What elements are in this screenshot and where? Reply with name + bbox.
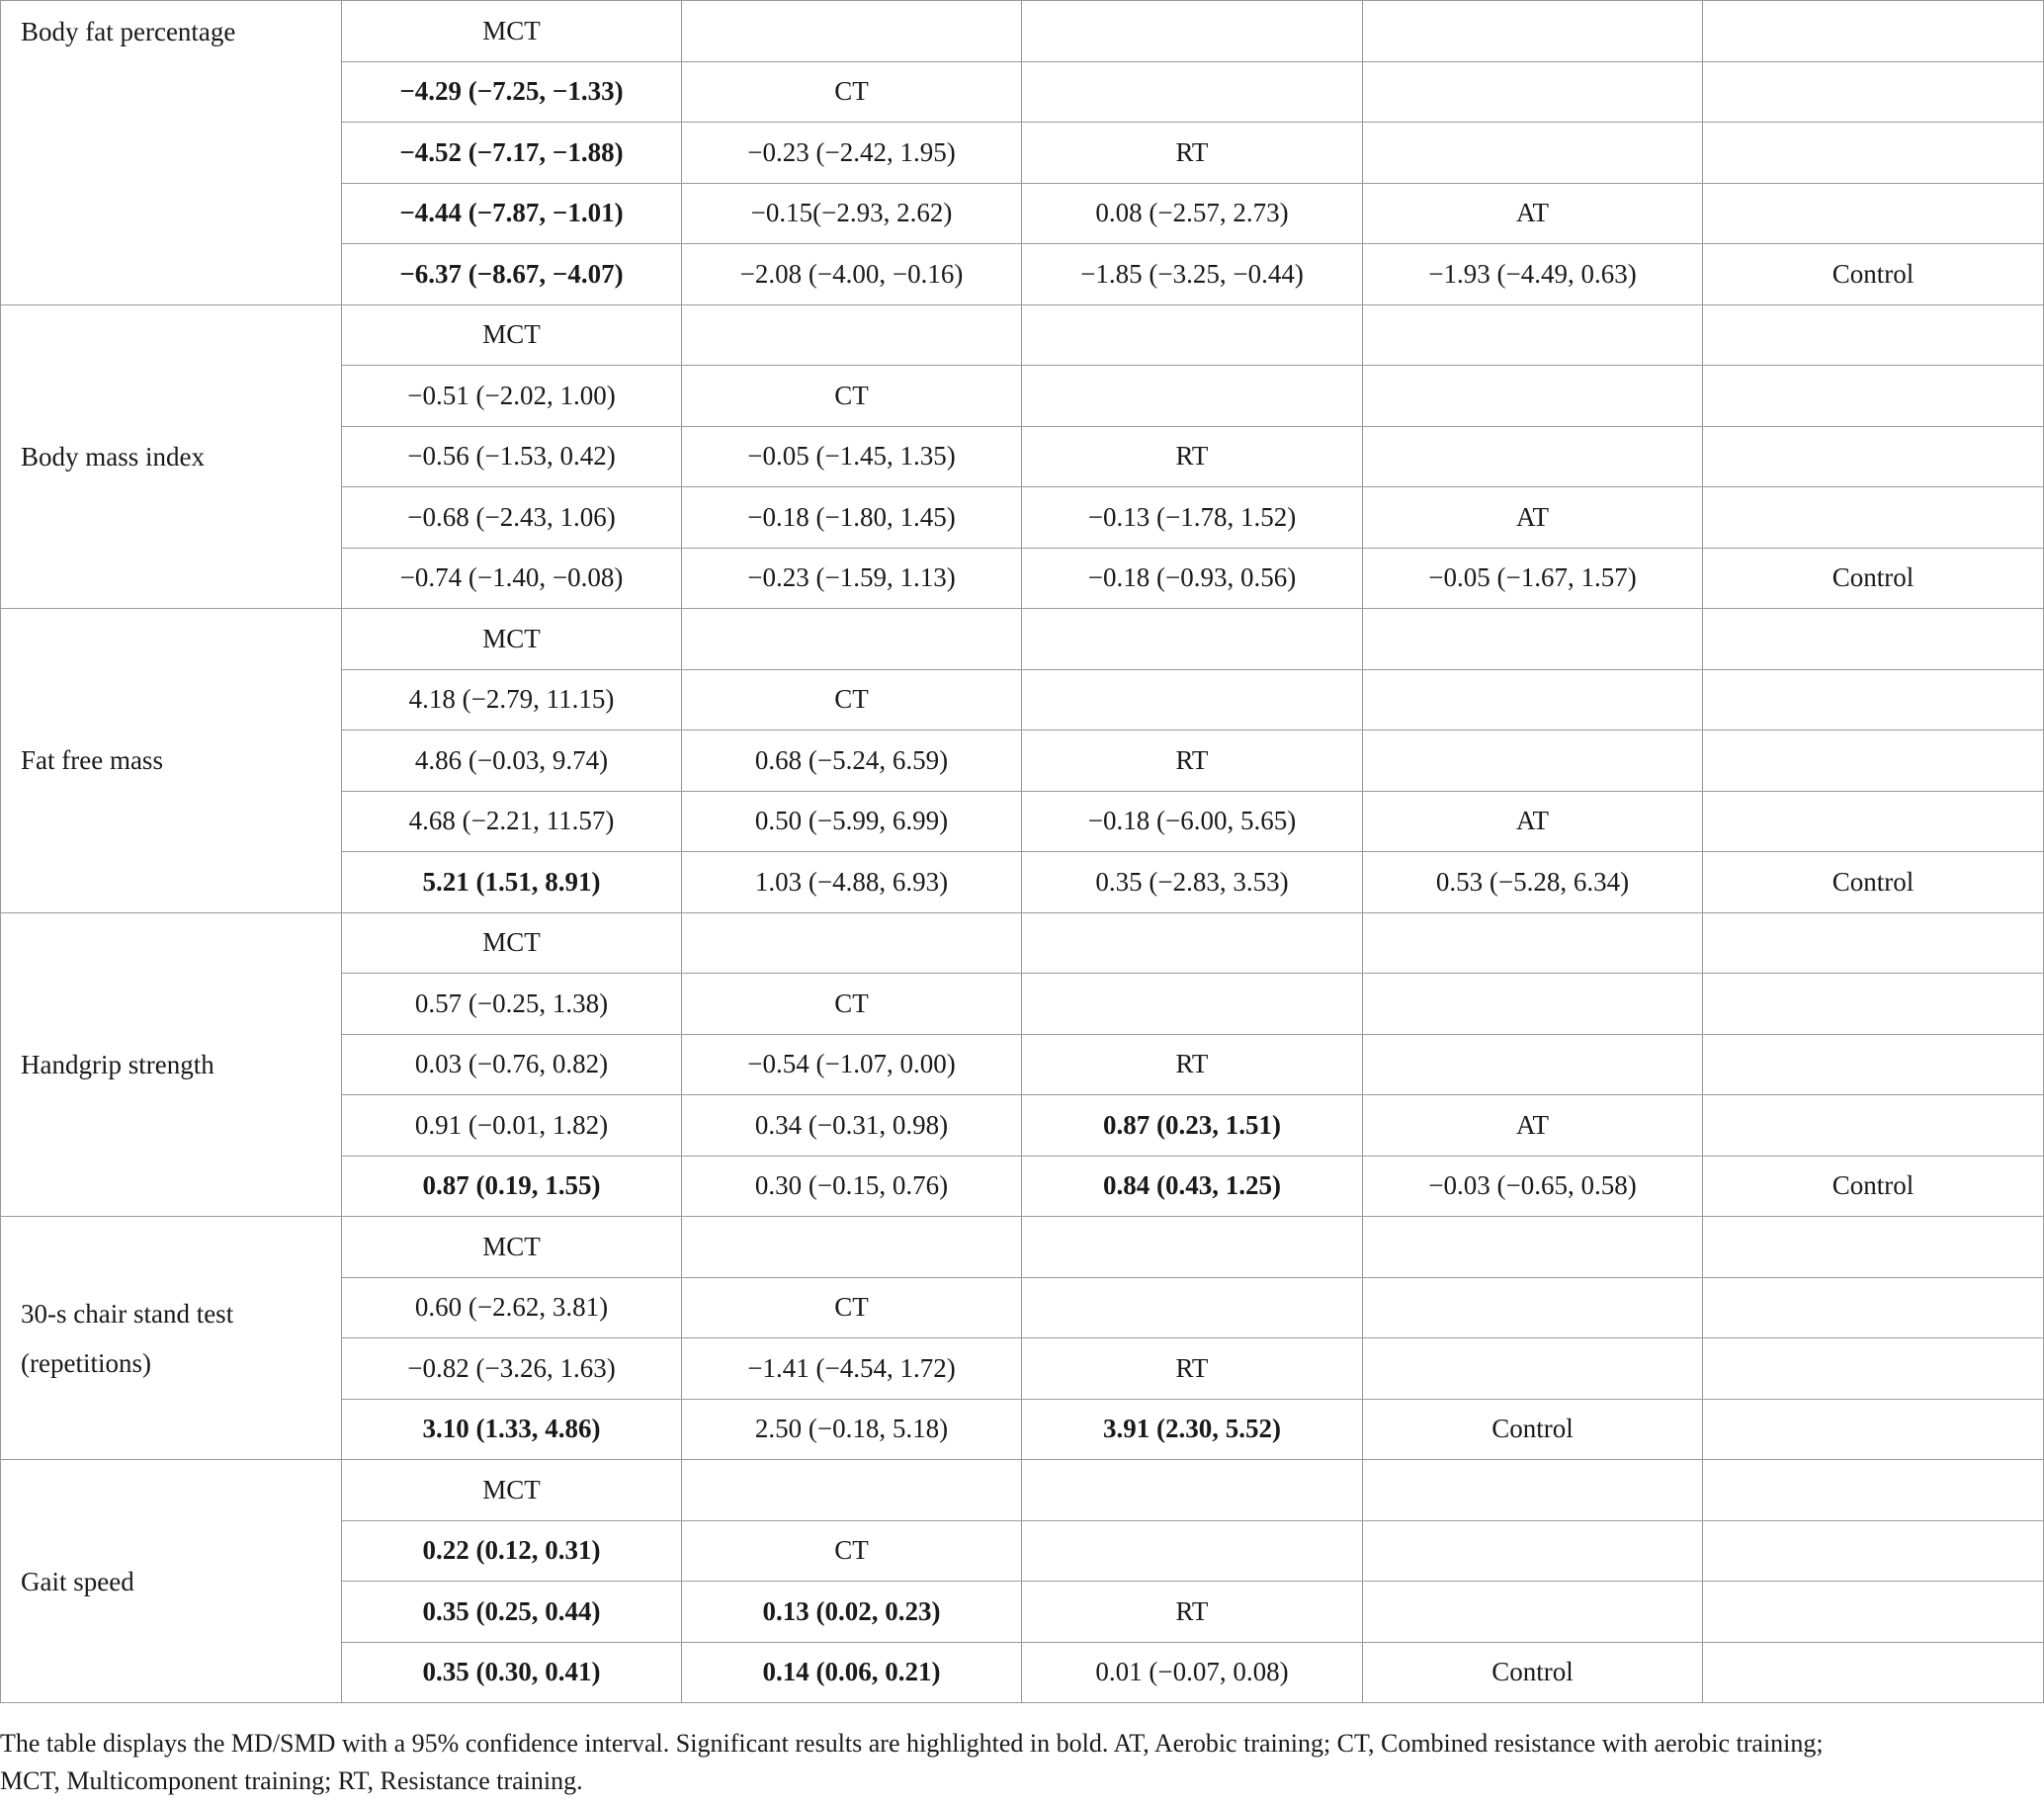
table-cell: 0.60 (−2.62, 3.81) xyxy=(342,1277,682,1338)
table-cell: RT xyxy=(1022,1338,1363,1400)
table-cell: 0.35 (−2.83, 3.53) xyxy=(1022,852,1363,913)
table-cell xyxy=(1022,1277,1363,1338)
table-cell: RT xyxy=(1022,426,1363,487)
table-cell xyxy=(1703,1034,2044,1095)
table-cell: Control xyxy=(1363,1642,1703,1703)
table-cell: CT xyxy=(682,974,1022,1035)
table-cell: RT xyxy=(1022,1582,1363,1643)
table-cell: 0.53 (−5.28, 6.34) xyxy=(1363,852,1703,913)
table-cell xyxy=(1703,1642,2044,1703)
table-cell: 0.57 (−0.25, 1.38) xyxy=(342,974,682,1035)
table-cell xyxy=(1363,609,1703,670)
table-cell: 0.13 (0.02, 0.23) xyxy=(682,1582,1022,1643)
table-cell xyxy=(1703,183,2044,244)
table-cell: MCT xyxy=(342,1460,682,1521)
table-cell: −0.68 (−2.43, 1.06) xyxy=(342,487,682,549)
table-cell xyxy=(682,1460,1022,1521)
table-cell: 0.50 (−5.99, 6.99) xyxy=(682,791,1022,852)
table-cell: −1.41 (−4.54, 1.72) xyxy=(682,1338,1022,1400)
table-cell: 2.50 (−0.18, 5.18) xyxy=(682,1399,1022,1460)
table-cell xyxy=(1703,1338,2044,1400)
table-cell: 0.91 (−0.01, 1.82) xyxy=(342,1095,682,1157)
table-cell: MCT xyxy=(342,609,682,670)
table-cell: 5.21 (1.51, 8.91) xyxy=(342,852,682,913)
table-cell: −4.29 (−7.25, −1.33) xyxy=(342,61,682,123)
table-row xyxy=(1,912,2044,974)
table-cell: 0.35 (0.25, 0.44) xyxy=(342,1582,682,1643)
table-cell xyxy=(1703,1095,2044,1157)
table-cell xyxy=(682,1,1022,62)
table-cell: −1.85 (−3.25, −0.44) xyxy=(1022,244,1363,305)
table-cell xyxy=(1363,426,1703,487)
table-cell: 0.35 (0.30, 0.41) xyxy=(342,1642,682,1703)
table-cell: CT xyxy=(682,1520,1022,1582)
table-cell xyxy=(1703,1399,2044,1460)
table-cell: −0.51 (−2.02, 1.00) xyxy=(342,366,682,427)
table-row xyxy=(1,1460,2044,1521)
table-cell: 0.34 (−0.31, 0.98) xyxy=(682,1095,1022,1157)
table-cell xyxy=(682,609,1022,670)
table-cell: Control xyxy=(1703,852,2044,913)
outcome-label: 30-s chair stand test (repetitions) xyxy=(1,1217,342,1460)
table-cell: MCT xyxy=(342,912,682,974)
table-cell: RT xyxy=(1022,1034,1363,1095)
outcome-label: Handgrip strength xyxy=(1,912,342,1217)
table-cell: −0.03 (−0.65, 0.58) xyxy=(1363,1156,1703,1217)
table-cell xyxy=(1363,912,1703,974)
table-cell xyxy=(1363,1217,1703,1278)
table-cell: −0.54 (−1.07, 0.00) xyxy=(682,1034,1022,1095)
table-cell xyxy=(682,1217,1022,1278)
table-cell xyxy=(1022,912,1363,974)
table-cell xyxy=(1363,1,1703,62)
table-cell xyxy=(1022,366,1363,427)
table-cell: −0.82 (−3.26, 1.63) xyxy=(342,1338,682,1400)
table-cell xyxy=(1363,304,1703,366)
table-cell xyxy=(1703,1582,2044,1643)
table-cell: CT xyxy=(682,366,1022,427)
table-cell xyxy=(1022,669,1363,731)
table-cell xyxy=(1703,1460,2044,1521)
table-cell: AT xyxy=(1363,183,1703,244)
table-cell xyxy=(1363,61,1703,123)
league-table-body xyxy=(1,1,2044,1703)
table-cell: −0.18 (−6.00, 5.65) xyxy=(1022,791,1363,852)
table-cell xyxy=(1363,669,1703,731)
table-cell: 0.87 (0.19, 1.55) xyxy=(342,1156,682,1217)
table-cell: Control xyxy=(1703,1156,2044,1217)
footnote-line-2: MCT, Multicomponent training; RT, Resistance training. xyxy=(0,1766,583,1795)
table-cell: −0.05 (−1.67, 1.57) xyxy=(1363,548,1703,609)
table-cell: MCT xyxy=(342,1,682,62)
table-cell xyxy=(1022,1217,1363,1278)
table-cell: −2.08 (−4.00, −0.16) xyxy=(682,244,1022,305)
table-cell: 0.01 (−0.07, 0.08) xyxy=(1022,1642,1363,1703)
table-cell: 0.03 (−0.76, 0.82) xyxy=(342,1034,682,1095)
table-cell: 4.18 (−2.79, 11.15) xyxy=(342,669,682,731)
table-cell: Control xyxy=(1363,1399,1703,1460)
table-cell: AT xyxy=(1363,487,1703,549)
table-cell: 0.84 (0.43, 1.25) xyxy=(1022,1156,1363,1217)
table-cell xyxy=(1703,123,2044,184)
table-cell: 0.08 (−2.57, 2.73) xyxy=(1022,183,1363,244)
outcome-label: Fat free mass xyxy=(1,609,342,913)
table-cell xyxy=(1703,974,2044,1035)
table-cell xyxy=(1703,609,2044,670)
table-cell: −6.37 (−8.67, −4.07) xyxy=(342,244,682,305)
outcome-label: Body mass index xyxy=(1,304,342,609)
table-cell xyxy=(1703,1217,2044,1278)
table-cell: −4.44 (−7.87, −1.01) xyxy=(342,183,682,244)
table-cell xyxy=(1703,426,2044,487)
table-cell: 4.86 (−0.03, 9.74) xyxy=(342,731,682,792)
table-footnote xyxy=(0,1725,2036,1800)
table-cell: −0.18 (−0.93, 0.56) xyxy=(1022,548,1363,609)
table-cell: −0.05 (−1.45, 1.35) xyxy=(682,426,1022,487)
table-cell xyxy=(1022,974,1363,1035)
outcome-label: Gait speed xyxy=(1,1460,342,1703)
table-row xyxy=(1,1217,2044,1278)
table-cell: 0.14 (0.06, 0.21) xyxy=(682,1642,1022,1703)
table-row xyxy=(1,304,2044,366)
table-cell xyxy=(1363,1460,1703,1521)
table-cell: −0.56 (−1.53, 0.42) xyxy=(342,426,682,487)
table-cell xyxy=(1703,366,2044,427)
table-row xyxy=(1,609,2044,670)
table-cell xyxy=(1703,61,2044,123)
table-cell xyxy=(682,304,1022,366)
table-cell: CT xyxy=(682,669,1022,731)
table-cell: −4.52 (−7.17, −1.88) xyxy=(342,123,682,184)
table-row xyxy=(1,1,2044,62)
table-cell: RT xyxy=(1022,123,1363,184)
footnote-line-1: The table displays the MD/SMD with a 95% confidence interval. Significant results are highlighted in bold. AT, Aerobic training; CT, Combined resistance with aerobic training; xyxy=(0,1729,1824,1758)
table-cell: −0.23 (−1.59, 1.13) xyxy=(682,548,1022,609)
table-cell: AT xyxy=(1363,1095,1703,1157)
table-cell: 0.30 (−0.15, 0.76) xyxy=(682,1156,1022,1217)
table-cell xyxy=(1363,366,1703,427)
table-cell xyxy=(1022,1520,1363,1582)
table-cell xyxy=(1703,1520,2044,1582)
table-cell: −0.13 (−1.78, 1.52) xyxy=(1022,487,1363,549)
table-cell xyxy=(1022,304,1363,366)
table-cell xyxy=(1022,609,1363,670)
table-cell: Control xyxy=(1703,244,2044,305)
table-cell xyxy=(682,912,1022,974)
table-cell xyxy=(1363,974,1703,1035)
table-cell: 3.10 (1.33, 4.86) xyxy=(342,1399,682,1460)
table-cell xyxy=(1703,304,2044,366)
table-cell xyxy=(1363,1277,1703,1338)
table-cell: MCT xyxy=(342,1217,682,1278)
table-cell: RT xyxy=(1022,731,1363,792)
table-cell: 0.68 (−5.24, 6.59) xyxy=(682,731,1022,792)
table-cell xyxy=(1703,731,2044,792)
outcome-label: Body fat percentage xyxy=(1,1,342,305)
table-cell xyxy=(1363,123,1703,184)
table-cell: 0.22 (0.12, 0.31) xyxy=(342,1520,682,1582)
table-cell xyxy=(1363,1582,1703,1643)
table-cell xyxy=(1363,1338,1703,1400)
table-cell: 3.91 (2.30, 5.52) xyxy=(1022,1399,1363,1460)
table-cell: −1.93 (−4.49, 0.63) xyxy=(1363,244,1703,305)
table-cell xyxy=(1703,791,2044,852)
table-cell: 1.03 (−4.88, 6.93) xyxy=(682,852,1022,913)
table-cell xyxy=(1363,1520,1703,1582)
table-cell: MCT xyxy=(342,304,682,366)
table-cell xyxy=(1022,1,1363,62)
table-cell: −0.23 (−2.42, 1.95) xyxy=(682,123,1022,184)
table-cell xyxy=(1363,731,1703,792)
table-cell: Control xyxy=(1703,548,2044,609)
table-cell xyxy=(1022,1460,1363,1521)
table-cell xyxy=(1703,669,2044,731)
table-cell xyxy=(1363,1034,1703,1095)
table-cell xyxy=(1703,1,2044,62)
table-cell xyxy=(1022,61,1363,123)
table-cell: −0.15(−2.93, 2.62) xyxy=(682,183,1022,244)
table-cell xyxy=(1703,912,2044,974)
table-cell: AT xyxy=(1363,791,1703,852)
table-cell: −0.18 (−1.80, 1.45) xyxy=(682,487,1022,549)
table-cell xyxy=(1703,1277,2044,1338)
table-cell: CT xyxy=(682,61,1022,123)
table-cell: 0.87 (0.23, 1.51) xyxy=(1022,1095,1363,1157)
table-cell: 4.68 (−2.21, 11.57) xyxy=(342,791,682,852)
table-cell: CT xyxy=(682,1277,1022,1338)
table-cell: −0.74 (−1.40, −0.08) xyxy=(342,548,682,609)
table-cell xyxy=(1703,487,2044,549)
